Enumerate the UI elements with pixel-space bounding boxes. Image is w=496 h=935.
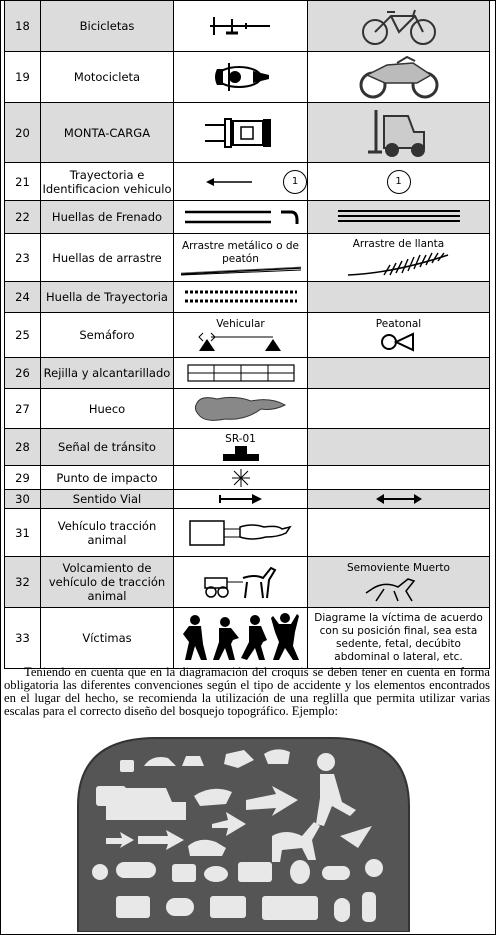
brake-marks-picture (308, 201, 490, 234)
table-row (5, 313, 490, 358)
empty-cell (308, 466, 490, 490)
trajectory-mark-symbol (174, 282, 308, 313)
vehicle-id-circle: 1 (283, 170, 307, 194)
vehicle-id-circle: 1 (387, 170, 411, 194)
empty-cell (308, 282, 490, 313)
row-name: Volcamiento de vehículo de tracción animal (41, 557, 174, 608)
row-number: 29 (5, 466, 41, 490)
table-row (5, 429, 490, 466)
dead-animal-caption: Semoviente Muerto (347, 561, 450, 574)
row-number: 28 (5, 429, 41, 466)
victims-note-text: Diagrame la víctima de acuerdo con su posición final, sea esta sedente, fetal, decúbito abdominal o lateral, etc. (314, 612, 483, 663)
table-row (5, 358, 490, 389)
row-number: 33 (5, 608, 41, 669)
body-paragraph (4, 666, 490, 718)
empty-cell (308, 429, 490, 466)
stencil-template-image (76, 736, 411, 932)
tire-drag-picture (308, 234, 490, 282)
row-number: 31 (5, 509, 41, 557)
cart-horse-symbol (174, 557, 308, 608)
row-number: 22 (5, 201, 41, 234)
victims-symbol (174, 608, 308, 669)
forklift-symbol (174, 103, 308, 163)
table-row (5, 282, 490, 313)
table-row (5, 234, 490, 282)
row-name: Motocicleta (41, 52, 174, 103)
row-name: Vehículo tracción animal (41, 509, 174, 557)
table-row (5, 103, 490, 163)
row-number: 27 (5, 389, 41, 429)
bicycle-symbol (174, 1, 308, 52)
forklift-picture (308, 103, 490, 163)
table-row (5, 201, 490, 234)
two-way-arrow-picture (308, 490, 490, 509)
victims-note (308, 608, 490, 669)
row-number: 23 (5, 234, 41, 282)
row-number: 21 (5, 163, 41, 201)
pothole-symbol (174, 389, 308, 429)
empty-cell (308, 358, 490, 389)
grate-symbol (174, 358, 308, 389)
row-name: Víctimas (41, 608, 174, 669)
vehicular-light-symbol (174, 313, 308, 358)
drag-metal-caption: Arrastre metálico o de peatón (181, 239, 300, 265)
table-row (5, 389, 490, 429)
row-name: Hueco (41, 389, 174, 429)
pedestrian-caption: Peatonal (375, 317, 422, 330)
row-number: 20 (5, 103, 41, 163)
pedestrian-light-picture (308, 313, 490, 358)
table-row (5, 52, 490, 103)
drag-marks-symbol (174, 234, 308, 282)
row-name: Bicicletas (41, 1, 174, 52)
row-number: 24 (5, 282, 41, 313)
row-name: Huellas de Frenado (41, 201, 174, 234)
table-row (5, 490, 490, 509)
vehicle-id-picture (308, 163, 490, 201)
table-row (5, 466, 490, 490)
table-row (5, 1, 490, 52)
table-row (5, 509, 490, 557)
row-name: Punto de impacto (41, 466, 174, 490)
dead-animal-picture (308, 557, 490, 608)
motorcycle-picture (308, 52, 490, 103)
row-number: 18 (5, 1, 41, 52)
row-name: Semáforo (41, 313, 174, 358)
row-name: Trayectoria e Identificacion vehiculo (41, 163, 174, 201)
row-number: 26 (5, 358, 41, 389)
row-name: Huellas de arrastre (41, 234, 174, 282)
tire-drag-caption: Arrastre de llanta (352, 238, 445, 250)
row-number: 30 (5, 490, 41, 509)
paragraph-text: Teniendo en cuenta que en la diagramación del croquis se deben tener en cuenta en forma obligatoria las diferentes convenciones según el tipo de accidente y los elementos encontrados en el lugar del hecho, se recomienda la utilización de una reglilla que permita utilizar varias escalas para el correcto diseño del bosquejo topográfico. Ejemplo: (4, 665, 490, 718)
impact-point-symbol (174, 466, 308, 490)
row-name: Rejilla y alcantarillado (41, 358, 174, 389)
row-number: 19 (5, 52, 41, 103)
table-row (5, 557, 490, 608)
traffic-sign-symbol (174, 429, 308, 466)
empty-cell (308, 389, 490, 429)
table-row (5, 608, 490, 669)
row-name: MONTA-CARGA (41, 103, 174, 163)
row-number: 25 (5, 313, 41, 358)
row-name: Huella de Trayectoria (41, 282, 174, 313)
row-name: Sentido Vial (41, 490, 174, 509)
table-row (5, 163, 490, 201)
vehicular-caption: Vehicular (216, 317, 265, 330)
motorcycle-symbol (174, 52, 308, 103)
row-number: 32 (5, 557, 41, 608)
empty-cell (308, 509, 490, 557)
row-name: Señal de tránsito (41, 429, 174, 466)
one-way-arrow-symbol (174, 490, 308, 509)
brake-marks-symbol (174, 201, 308, 234)
bicycle-picture (308, 1, 490, 52)
conventions-table (4, 0, 490, 669)
sign-code: SR-01 (225, 432, 256, 445)
animal-vehicle-symbol (174, 509, 308, 557)
trajectory-symbol (174, 163, 308, 201)
